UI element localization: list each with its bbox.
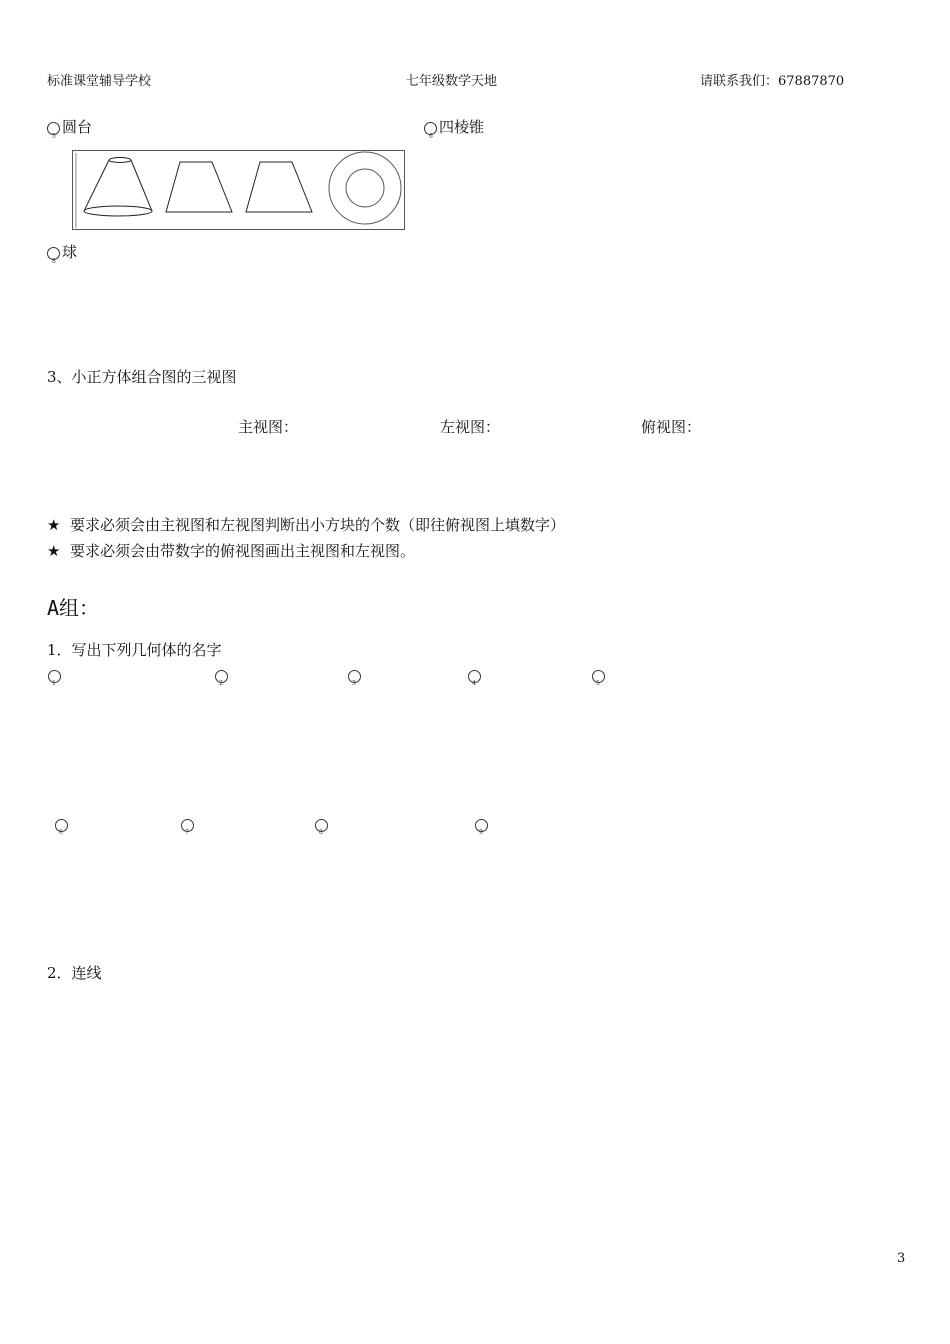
shape-marker-6: 6 bbox=[55, 819, 68, 832]
frustum-label-row bbox=[47, 118, 93, 140]
page-number: 3 bbox=[897, 1251, 906, 1266]
header-subject: 七年级数学天地 bbox=[406, 74, 498, 89]
circle-marker-icon: 5 bbox=[47, 122, 60, 135]
requirement-text: 要求必须会由主视图和左视图判断出小方块的个数（即往俯视图上填数字） bbox=[70, 516, 566, 534]
top-view-label: 俯视图： bbox=[641, 418, 702, 436]
header-school: 标准课堂辅导学校 bbox=[47, 74, 152, 89]
requirement-1 bbox=[47, 518, 565, 533]
shape-marker-3: 3 bbox=[348, 670, 361, 683]
sphere-label: 球 bbox=[62, 243, 78, 261]
shape-marker-4: 4 bbox=[468, 670, 481, 683]
header-contact: 请联系我们：67887870 bbox=[700, 74, 845, 89]
section3-title: 3、小正方体组合图的三视图 bbox=[47, 368, 237, 386]
shape-marker-8: 8 bbox=[315, 819, 328, 832]
sphere-label-row bbox=[47, 243, 78, 265]
front-view-trapezoid bbox=[166, 162, 232, 212]
shape-marker-2: 2 bbox=[215, 670, 228, 683]
star-icon: ★ bbox=[47, 542, 61, 560]
star-icon: ★ bbox=[47, 516, 61, 534]
question-2: 2．连线 bbox=[47, 964, 102, 982]
shape-marker-5: 5 bbox=[592, 670, 605, 683]
requirement-2 bbox=[47, 544, 415, 559]
shape-marker-9: 9 bbox=[475, 819, 488, 832]
pyramid-label-row bbox=[424, 118, 485, 140]
requirement-text: 要求必须会由带数字的俯视图画出主视图和左视图。 bbox=[70, 542, 416, 560]
frustum-views-figure bbox=[72, 150, 406, 232]
circle-marker-icon: 6 bbox=[424, 122, 437, 135]
top-view-rings bbox=[329, 152, 401, 224]
shape-marker-7: 7 bbox=[181, 819, 194, 832]
frustum-solid-drawing bbox=[84, 158, 152, 217]
circle-marker-icon: 8 bbox=[47, 247, 60, 260]
question-1: 1．写出下列几何体的名字 bbox=[47, 641, 222, 659]
frustum-label: 圆台 bbox=[62, 118, 93, 136]
pyramid-label: 四棱锥 bbox=[439, 118, 485, 136]
left-view-label: 左视图： bbox=[440, 418, 501, 436]
left-view-trapezoid bbox=[246, 162, 312, 212]
front-view-label: 主视图： bbox=[238, 418, 299, 436]
group-a-title: A组： bbox=[47, 596, 100, 620]
shape-marker-1: 1 bbox=[48, 670, 61, 683]
